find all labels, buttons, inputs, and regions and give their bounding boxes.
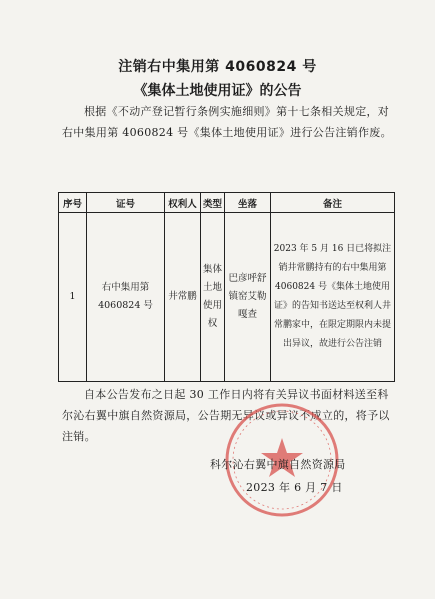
notice-title-line2: 《集体土地使用证》的公告: [133, 83, 302, 99]
header-owner: 权利人: [165, 193, 201, 213]
header-index: 序号: [59, 193, 87, 213]
cell-type: 集体土地使用权: [201, 213, 225, 382]
closing-paragraph: 自本公告发布之日起 30 工作日内将有关异议书面材料送至科尔沁右翼中旗自然资源局，公告期无异议或异议不成立的，将予以注销。: [62, 388, 390, 443]
table-row: [59, 213, 395, 382]
header-location: 坐落: [225, 193, 271, 213]
signature-org: 科尔沁右翼中旗自然资源局: [210, 458, 346, 471]
cell-location: 巴彦呼舒镇窑艾勒嘎查: [225, 213, 271, 382]
cell-index: 1: [59, 213, 87, 382]
cell-owner: 井常鹏: [165, 213, 201, 382]
signature-date: 2023 年 6 月 7 日: [246, 481, 343, 494]
cell-cert-no: 右中集用第 4060824 号: [87, 213, 165, 382]
table-header-row: [59, 193, 395, 213]
header-type: 类型: [201, 193, 225, 213]
intro-paragraph: 根据《不动产登记暂行条例实施细则》第十七条相关规定，对右中集用第 4060824 号《集体土地使用证》进行公告注销作废。: [62, 105, 392, 139]
header-remark: 备注: [271, 193, 395, 213]
header-cert-no: 证号: [87, 193, 165, 213]
cell-remark: 2023 年 5 月 16 日已将拟注销井常鹏持有的右中集用第 4060824 号《集体土地使用证》的告知书送达至权利人井常鹏家中，在限定期限内未提出异议，故进行公告注销: [271, 213, 395, 382]
notice-title-line1: 注销右中集用第 4060824 号: [118, 59, 317, 75]
notice-table: [58, 192, 395, 382]
